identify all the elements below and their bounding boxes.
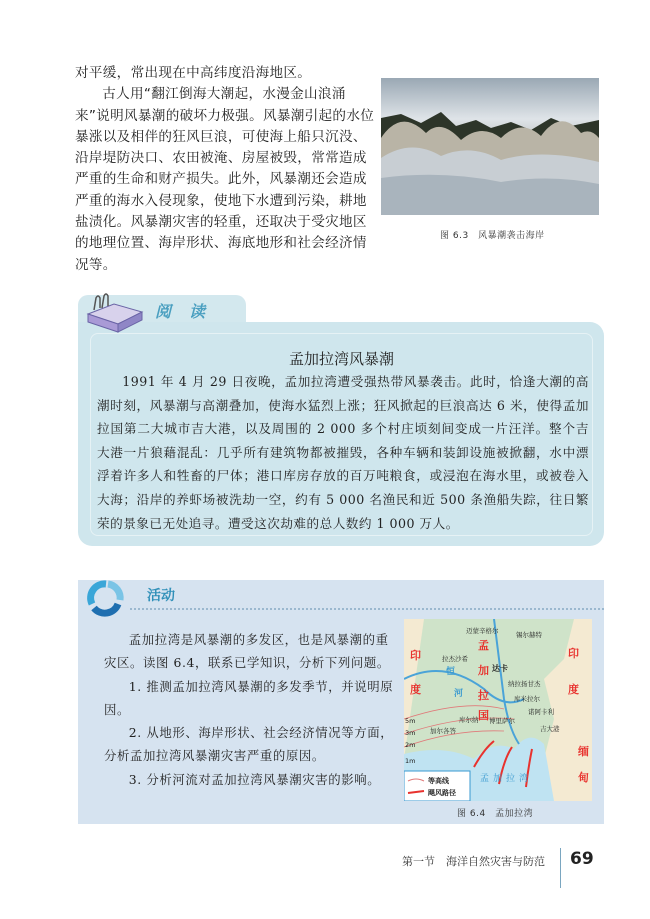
svg-text:库尔纳: 库尔纳 xyxy=(459,716,479,724)
legend-contour: 等高线 xyxy=(428,777,449,785)
svg-text:吉大港: 吉大港 xyxy=(540,725,560,733)
label-india: 印 xyxy=(410,649,421,662)
svg-text:度: 度 xyxy=(410,683,421,696)
label-myanmar: 缅 xyxy=(578,745,589,758)
page-number: 69 xyxy=(570,849,594,869)
activity-body xyxy=(104,628,394,791)
svg-text:诺阿卡利: 诺阿卡利 xyxy=(528,708,554,716)
svg-text:甸: 甸 xyxy=(578,771,589,784)
svg-text:印: 印 xyxy=(568,647,579,660)
body-text xyxy=(75,63,375,276)
question-3: 3. 分析河流对孟加拉湾风暴潮灾害的影响。 xyxy=(128,771,381,787)
paragraph: 对平缓，常出现在中高纬度沿海地区。 xyxy=(75,65,312,81)
svg-text:拉: 拉 xyxy=(478,689,489,702)
svg-text:恒: 恒 xyxy=(446,667,456,677)
figure-6-3-caption: 图 6.3 风暴潮袭击海岸 xyxy=(440,231,545,241)
svg-text:迈蒙辛格尔: 迈蒙辛格尔 xyxy=(466,627,499,635)
reading-label: 阅读 xyxy=(155,302,224,321)
legend-typhoon: 飓风路径 xyxy=(428,789,456,797)
divider xyxy=(130,608,604,610)
svg-text:加: 加 xyxy=(478,664,489,677)
reading-title: 孟加拉湾风暴潮 xyxy=(288,350,394,368)
label-bangladesh: 孟 xyxy=(478,639,489,652)
section-title: 第一节 海洋自然灾害与防范 xyxy=(402,855,545,868)
svg-text:3m: 3m xyxy=(405,729,416,737)
svg-text:度: 度 xyxy=(568,683,579,696)
svg-text:达卡: 达卡 xyxy=(492,664,508,673)
bay-of-bengal-map xyxy=(404,619,592,801)
question-1: 1. 推测孟加拉湾风暴潮的多发季节，并说明原因。 xyxy=(104,678,394,717)
paragraph: 古人用“翻江倒海大潮起，水漫金山浪涌来”说明风暴潮的破坏力极强。风暴潮引起的水位暴涨以及相伴的狂风巨浪，可使海上船只沉没、沿岸堤防决口、农田被淹、房屋被毁，常常造成严重的生命和财产损失。此外，风暴潮还会造成严重的海水入侵现象，使地下水遭到污染，耕地盐渍化。风暴潮灾害的轻重，还取决于受灾地区的地理位置、海岸形状、海底地形和社会经济情况等。 xyxy=(75,86,375,273)
activity-title: 活动 xyxy=(147,588,175,604)
reading-body xyxy=(97,370,589,535)
svg-text:库米拉尔: 库米拉尔 xyxy=(514,695,540,703)
svg-text:博里萨尔: 博里萨尔 xyxy=(489,717,515,725)
svg-text:拉杰沙希: 拉杰沙希 xyxy=(442,655,468,663)
cycle-arrows-icon xyxy=(84,578,128,622)
sea-label: 孟加拉湾 xyxy=(480,774,533,784)
question-2: 2. 从地形、海岸形状、社会经济情况等方面，分析孟加拉湾风暴潮灾害严重的原因。 xyxy=(104,725,394,764)
svg-text:河: 河 xyxy=(454,689,464,699)
footer-divider xyxy=(560,848,561,888)
svg-text:纳拉扬甘杰: 纳拉扬甘杰 xyxy=(508,680,541,688)
storm-surge-photo xyxy=(381,78,599,215)
svg-text:2m: 2m xyxy=(405,741,416,749)
svg-text:加尔各答: 加尔各答 xyxy=(430,727,456,735)
reading-paragraph: 1991 年 4 月 29 日夜晚，孟加拉湾遭受强热带风暴袭击。此时，恰逢大潮的高潮时刻，风暴潮与高潮叠加，使海水猛烈上涨；狂风掀起的巨浪高达 6 米，使得孟加拉国第二大城市吉大港，以及周围的 2 000 多个村庄顷刻间变成一片汪洋。整个吉大港一片狼藉混乱：几乎所有建筑物都被摧毁，各种车辆和装卸设施被掀翻，水中漂浮着许多人和牲畜的尸体；港口库房存放的百万吨粮食，或浸泡在海水里，或被卷入大海；沿岸的养虾场被洗劫一空，约有 5 000 名渔民和近 500 条渔船失踪，往日繁荣的景象已无处追寻。遭受这次劫难的总人数约 1 000 万人。 xyxy=(97,374,589,531)
activity-intro: 孟加拉湾是风暴潮的多发区，也是风暴潮的重灾区。读图 6.4，联系已学知识，分析下列问题。 xyxy=(104,632,390,671)
figure-6-4-caption: 图 6.4 孟加拉湾 xyxy=(457,809,534,819)
svg-text:1m: 1m xyxy=(405,757,416,765)
svg-text:国: 国 xyxy=(478,709,489,722)
svg-text:锡尔赫特: 锡尔赫特 xyxy=(516,631,542,639)
svg-text:5m: 5m xyxy=(405,717,416,725)
